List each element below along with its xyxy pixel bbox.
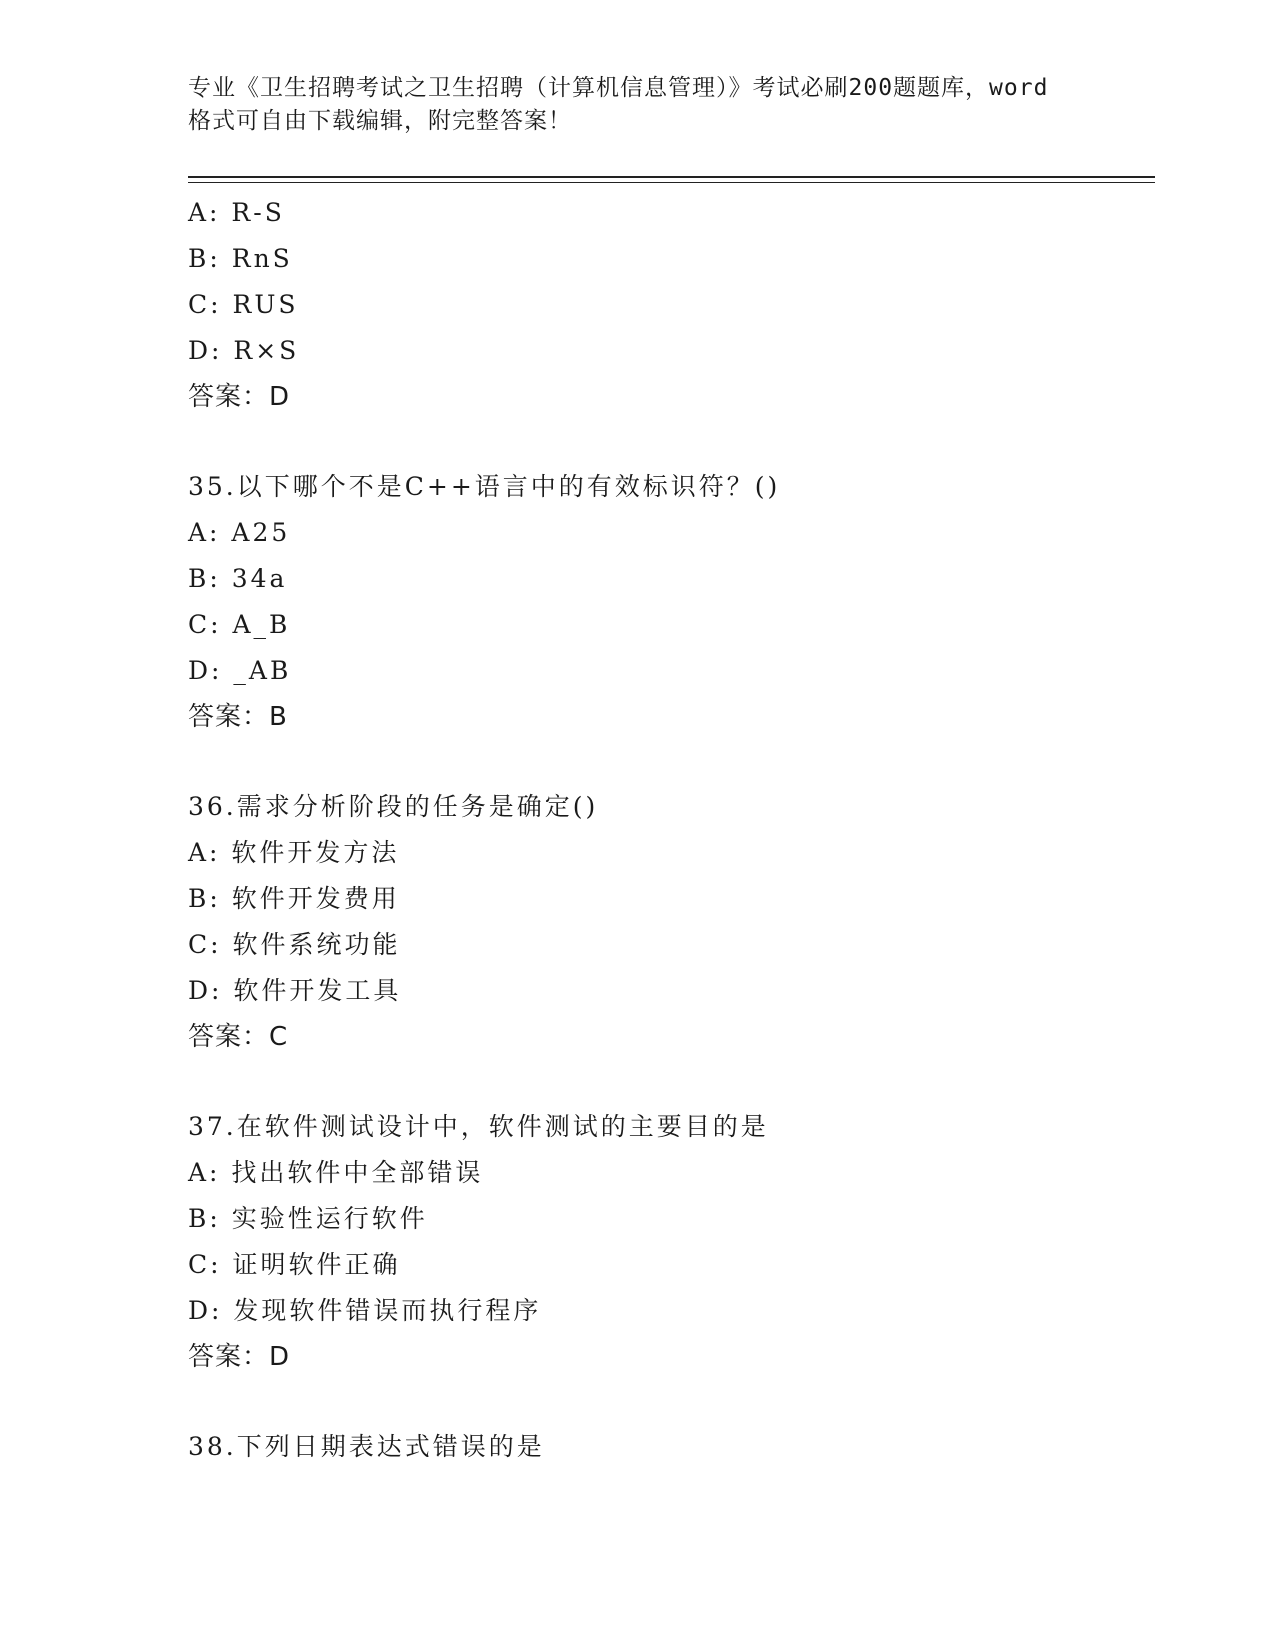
question-37 (188, 1104, 1148, 1380)
option-a: A: 软件开发方法 (188, 838, 400, 867)
header-line-2: 格式可自由下载编辑，附完整答案！ (188, 108, 572, 134)
question-36 (188, 784, 1148, 1060)
spacer (188, 1380, 1148, 1424)
answer-line: 答案：D (188, 382, 291, 412)
option-a: A: A25 (188, 518, 291, 547)
question-text: 38.下列日期表达式错误的是 (188, 1432, 545, 1461)
question-list (188, 190, 1148, 1470)
question-35 (188, 464, 1148, 740)
answer-line: 答案：B (188, 702, 288, 732)
option-d: D: 软件开发工具 (188, 976, 402, 1005)
option-a: A: 找出软件中全部错误 (188, 1158, 484, 1187)
question-text: 36.需求分析阶段的任务是确定() (188, 792, 599, 821)
option-d: D: _AB (188, 656, 292, 685)
question-38 (188, 1424, 1148, 1470)
spacer (188, 1060, 1148, 1104)
question-34 (188, 190, 1148, 420)
document-header (188, 72, 1108, 138)
header-divider-thin (188, 182, 1155, 183)
option-b: B: 软件开发费用 (188, 884, 400, 913)
answer-line: 答案：C (188, 1022, 289, 1052)
option-d: D: R×S (188, 336, 300, 365)
spacer (188, 740, 1148, 784)
option-c: C: A_B (188, 610, 291, 639)
option-a: A: R-S (188, 198, 285, 227)
header-divider-thick (188, 176, 1155, 178)
spacer (188, 420, 1148, 464)
option-d: D: 发现软件错误而执行程序 (188, 1296, 542, 1325)
question-text: 37.在软件测试设计中，软件测试的主要目的是 (188, 1112, 769, 1141)
option-c: C: RUS (188, 290, 299, 319)
header-line-1: 专业《卫生招聘考试之卫生招聘（计算机信息管理）》考试必刷200题题库，word (188, 75, 1049, 101)
option-b: B: 34a (188, 564, 288, 593)
option-c: C: 证明软件正确 (188, 1250, 401, 1279)
option-b: B: 实验性运行软件 (188, 1204, 428, 1233)
question-text: 35.以下哪个不是C++语言中的有效标识符？() (188, 472, 781, 501)
option-c: C: 软件系统功能 (188, 930, 401, 959)
option-b: B: RnS (188, 244, 293, 273)
answer-line: 答案：D (188, 1342, 291, 1372)
